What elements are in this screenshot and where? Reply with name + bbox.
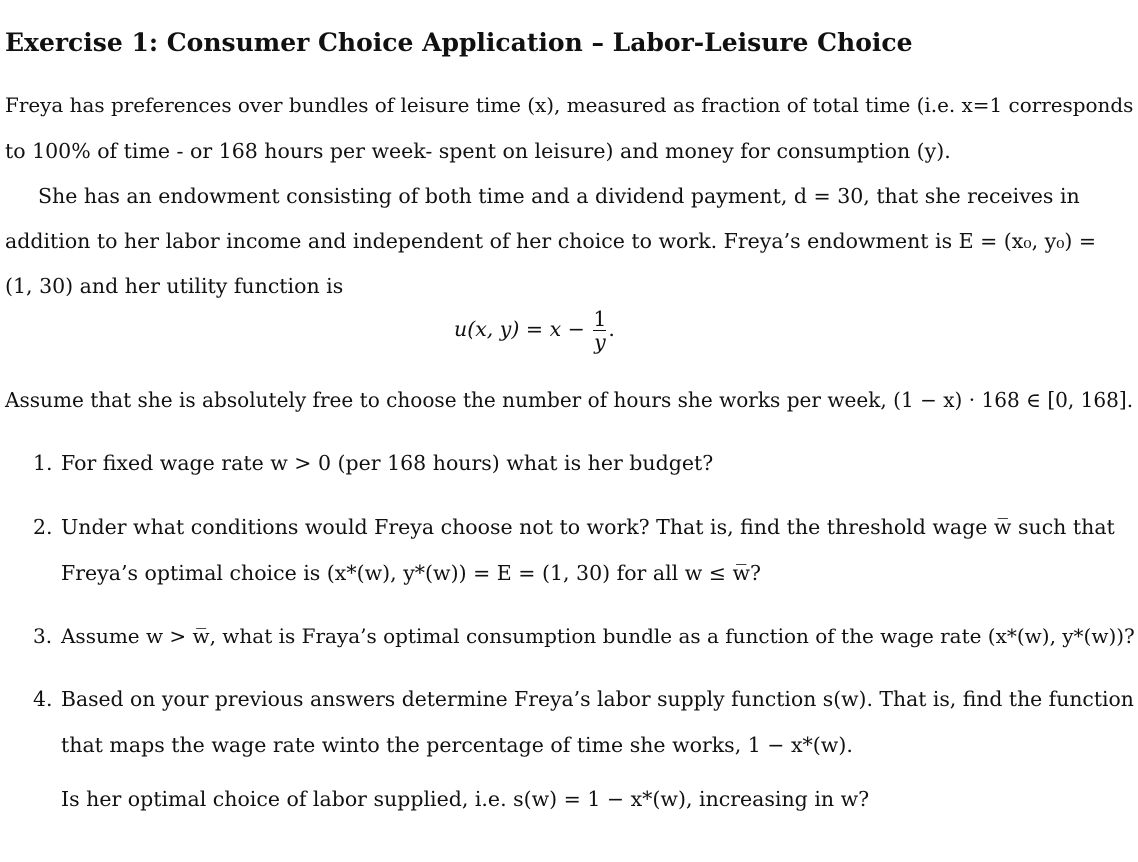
fraction-numerator: 1 [593,307,607,331]
list-item-text: Based on your previous answers determine Freya’s labor supply function s(w). That is, find the function [61,687,1134,711]
list-item-4-question: Is her optimal choice of labor supplied, i.e. s(w) = 1 − x*(w), increasing in w? [61,787,870,811]
equation-lhs: u(x, y) = x − [454,317,585,341]
paragraph-2-line-2: addition to her labor income and independent of her choice to work. Freya’s endowment is E = (x₀, y₀) = [5,229,1097,253]
paragraph-2-line-3: (1, 30) and her utility function is [5,274,344,298]
utility-equation [454,308,615,353]
paragraph-1-line-1: Freya has preferences over bundles of leisure time (x), measured as fraction of total time (i.e. x=1 corresponds [5,93,1134,117]
list-item-1 [33,451,713,475]
list-item-text: Assume w > w̅, what is Fraya’s optimal consumption bundle as a function of the wage rate (x*(w), y*(w))? [61,624,1135,648]
list-item-2 [33,515,1115,539]
list-item-4-continuation: that maps the wage rate winto the percentage of time she works, 1 − x*(w). [61,733,853,757]
paragraph-3-line-1: Assume that she is absolutely free to choose the number of hours she works per week, (1 − x) · 168 ∈ [0, 168]. [5,388,1134,412]
list-item-number: 3. [33,624,53,648]
equation-fraction [593,308,606,353]
list-item-4 [33,687,1134,711]
list-item-number: 1. [33,451,53,475]
paragraph-1-line-2: to 100% of time - or 168 hours per week- spent on leisure) and money for consumption (y). [5,139,951,163]
equation-end: . [608,317,615,341]
list-item-3 [33,624,1135,648]
list-item-text: For fixed wage rate w > 0 (per 168 hours) what is her budget? [61,451,714,475]
paragraph-2-line-1: She has an endowment consisting of both time and a dividend payment, d = 30, that she receives in [38,184,1080,208]
list-item-number: 2. [33,515,53,539]
list-item-2-continuation: Freya’s optimal choice is (x*(w), y*(w)) = E = (1, 30) for all w ≤ w̅? [61,561,762,585]
fraction-denominator: y [594,330,606,354]
list-item-text: Under what conditions would Freya choose not to work? That is, find the threshold wage w̅ such that [61,515,1115,539]
list-item-number: 4. [33,687,53,711]
exercise-title: Exercise 1: Consumer Choice Application – Labor-Leisure Choice [5,28,913,57]
